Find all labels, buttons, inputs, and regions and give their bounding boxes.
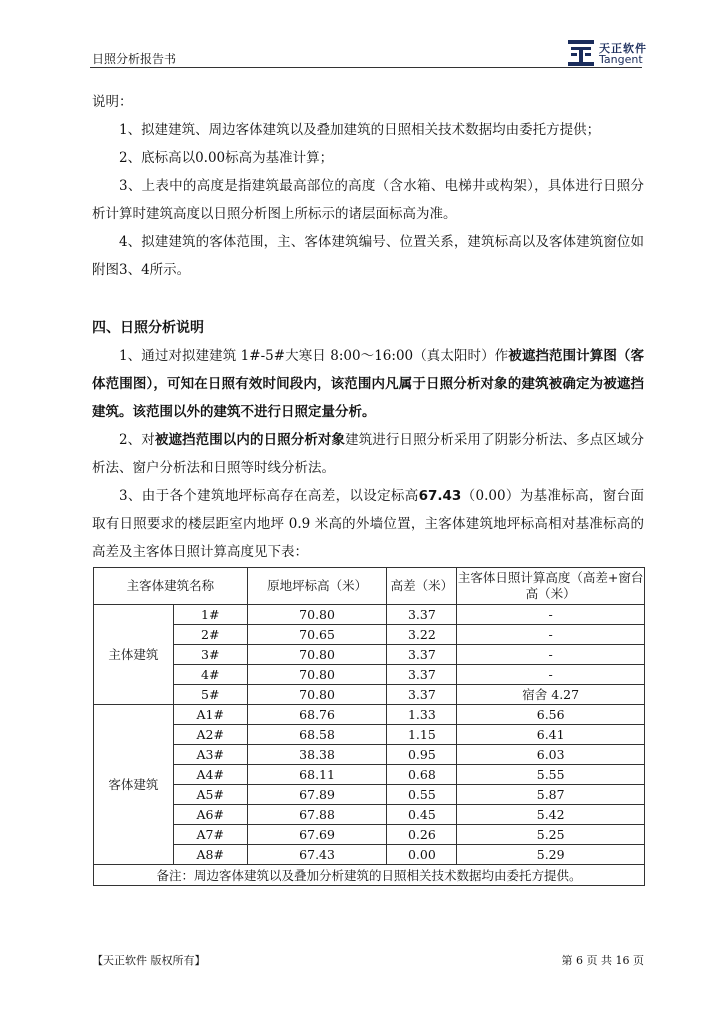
building-id: 3# bbox=[173, 645, 247, 665]
note-item-1: 1、拟建建筑、周边客体建筑以及叠加建筑的日照相关技术数据均由委托方提供； bbox=[119, 122, 601, 138]
elevation-diff: 3.37 bbox=[387, 605, 457, 625]
building-id: A7# bbox=[173, 825, 247, 845]
section-heading: 四、日照分析说明 bbox=[92, 320, 204, 336]
table-row bbox=[94, 705, 645, 725]
elevation-diff: 0.00 bbox=[387, 845, 457, 865]
building-id: 4# bbox=[173, 665, 247, 685]
section-4 bbox=[92, 314, 644, 566]
calc-height: 宿舍 4.27 bbox=[457, 685, 645, 705]
calc-height: - bbox=[457, 625, 645, 645]
elevation-diff: 0.26 bbox=[387, 825, 457, 845]
table-row bbox=[94, 605, 645, 625]
footer-page-number: 第 6 页 共 16 页 bbox=[561, 954, 644, 967]
building-id: A3# bbox=[173, 745, 247, 765]
p2-bold-text: 被遮挡范围以内的日照分析对象 bbox=[154, 432, 346, 448]
elevation-diff: 1.15 bbox=[387, 725, 457, 745]
table-row bbox=[94, 685, 645, 705]
building-id: A5# bbox=[173, 785, 247, 805]
building-id: 1# bbox=[173, 605, 247, 625]
ground-elevation: 67.69 bbox=[247, 825, 387, 845]
p3-bold-text: 67.43 bbox=[418, 488, 462, 504]
p2-text-b: 建筑进行日照分析采用了阴影分析法、多点区域分析法、窗户分析法和日照等时线分析法。 bbox=[92, 432, 645, 476]
elevation-diff: 0.55 bbox=[387, 785, 457, 805]
p1-text: 1、通过对拟建建筑 1#-5#大寒日 8:00～16:00（真太阳时）作 bbox=[119, 348, 509, 364]
footer-copyright: 【天正软件 版权所有】 bbox=[92, 954, 206, 967]
header-diff: 高差（米） bbox=[387, 568, 457, 605]
calc-height: 6.03 bbox=[457, 745, 645, 765]
table-row bbox=[94, 745, 645, 765]
building-id: A1# bbox=[173, 705, 247, 725]
calc-height: 5.55 bbox=[457, 765, 645, 785]
logo-text-en: Tangent bbox=[599, 53, 643, 66]
building-id: A6# bbox=[173, 805, 247, 825]
ground-elevation: 67.43 bbox=[247, 845, 387, 865]
elevation-diff: 3.37 bbox=[387, 645, 457, 665]
table-header-row bbox=[94, 568, 645, 605]
note-item-4: 4、拟建建筑的客体范围，主、客体建筑编号、位置关系，建筑标高以及客体建筑窗位如附图3、4所示。 bbox=[92, 234, 644, 278]
calc-height: 6.56 bbox=[457, 705, 645, 725]
document-title: 日照分析报告书 bbox=[92, 52, 177, 66]
header-calc-height: 主客体日照计算高度（高差+窗台高（米） bbox=[457, 568, 645, 605]
ground-elevation: 70.80 bbox=[247, 645, 387, 665]
ground-elevation: 67.89 bbox=[247, 785, 387, 805]
p3-text-b: （0.00）为基准标高，窗台面取有日照要求的楼层距室内地坪 0.9 米高的外墙位置，主客体建筑地坪标高相对基准标高的高差及主客体日照计算高度见下表： bbox=[92, 488, 644, 560]
section4-paragraph-1 bbox=[92, 342, 644, 426]
section4-paragraph-2 bbox=[92, 426, 644, 482]
calc-height: 5.29 bbox=[457, 845, 645, 865]
table-note-row bbox=[94, 865, 645, 886]
notes-label: 说明： bbox=[92, 94, 133, 110]
logo-text-cn: 天正软件 bbox=[599, 42, 647, 55]
calc-height: 5.25 bbox=[457, 825, 645, 845]
tangent-logo-icon bbox=[568, 40, 594, 66]
guest-group-label: 客体建筑 bbox=[94, 705, 174, 865]
table-row bbox=[94, 725, 645, 745]
elevation-diff: 3.37 bbox=[387, 685, 457, 705]
ground-elevation: 70.65 bbox=[247, 625, 387, 645]
elevation-diff: 3.22 bbox=[387, 625, 457, 645]
p1-bold-text: 被遮挡范围计算图（客体范围图），可知在日照有效时间段内，该范围内凡属于日照分析对象的建筑被确定为被遮挡建筑。该范围以外的建筑不进行日照定量分析。 bbox=[92, 348, 644, 420]
elevation-diff: 0.45 bbox=[387, 805, 457, 825]
elevation-diff: 0.68 bbox=[387, 765, 457, 785]
building-id: A2# bbox=[173, 725, 247, 745]
calc-height: - bbox=[457, 645, 645, 665]
elevation-diff: 1.33 bbox=[387, 705, 457, 725]
building-id: A4# bbox=[173, 765, 247, 785]
elevation-diff: 3.37 bbox=[387, 665, 457, 685]
ground-elevation: 68.76 bbox=[247, 705, 387, 725]
section4-paragraph-3 bbox=[92, 482, 644, 566]
table-row bbox=[94, 805, 645, 825]
building-id: 2# bbox=[173, 625, 247, 645]
notes-section bbox=[92, 88, 644, 284]
note-item-3: 3、上表中的高度是指建筑最高部位的高度（含水箱、电梯井或构架），具体进行日照分析计算时建筑高度以日照分析图上所标示的诸层面标高为准。 bbox=[92, 178, 644, 222]
table-row bbox=[94, 845, 645, 865]
calc-height: 5.87 bbox=[457, 785, 645, 805]
note-item-2: 2、底标高以0.00标高为基准计算； bbox=[119, 150, 334, 166]
building-id: A8# bbox=[173, 845, 247, 865]
p3-text-a: 3、由于各个建筑地坪标高存在高差，以设定标高 bbox=[119, 488, 419, 504]
ground-elevation: 67.88 bbox=[247, 805, 387, 825]
header-elevation: 原地坪标高（米） bbox=[247, 568, 387, 605]
table-row bbox=[94, 665, 645, 685]
ground-elevation: 68.11 bbox=[247, 765, 387, 785]
ground-elevation: 70.80 bbox=[247, 685, 387, 705]
calc-height: 5.42 bbox=[457, 805, 645, 825]
table-row bbox=[94, 645, 645, 665]
calc-height: 6.41 bbox=[457, 725, 645, 745]
ground-elevation: 70.80 bbox=[247, 605, 387, 625]
building-id: 5# bbox=[173, 685, 247, 705]
elevation-table bbox=[93, 567, 645, 886]
table-note: 备注：周边客体建筑以及叠加分析建筑的日照相关技术数据均由委托方提供。 bbox=[94, 865, 645, 886]
ground-elevation: 68.58 bbox=[247, 725, 387, 745]
p2-text-a: 2、对 bbox=[119, 432, 155, 448]
header-divider bbox=[90, 67, 642, 68]
table-row bbox=[94, 825, 645, 845]
calc-height: - bbox=[457, 665, 645, 685]
ground-elevation: 70.80 bbox=[247, 665, 387, 685]
calc-height: - bbox=[457, 605, 645, 625]
tangent-logo bbox=[568, 38, 658, 68]
elevation-diff: 0.95 bbox=[387, 745, 457, 765]
table-row bbox=[94, 785, 645, 805]
header-name: 主客体建筑名称 bbox=[94, 568, 248, 605]
table-row bbox=[94, 765, 645, 785]
main-group-label: 主体建筑 bbox=[94, 605, 174, 705]
table-row bbox=[94, 625, 645, 645]
ground-elevation: 38.38 bbox=[247, 745, 387, 765]
